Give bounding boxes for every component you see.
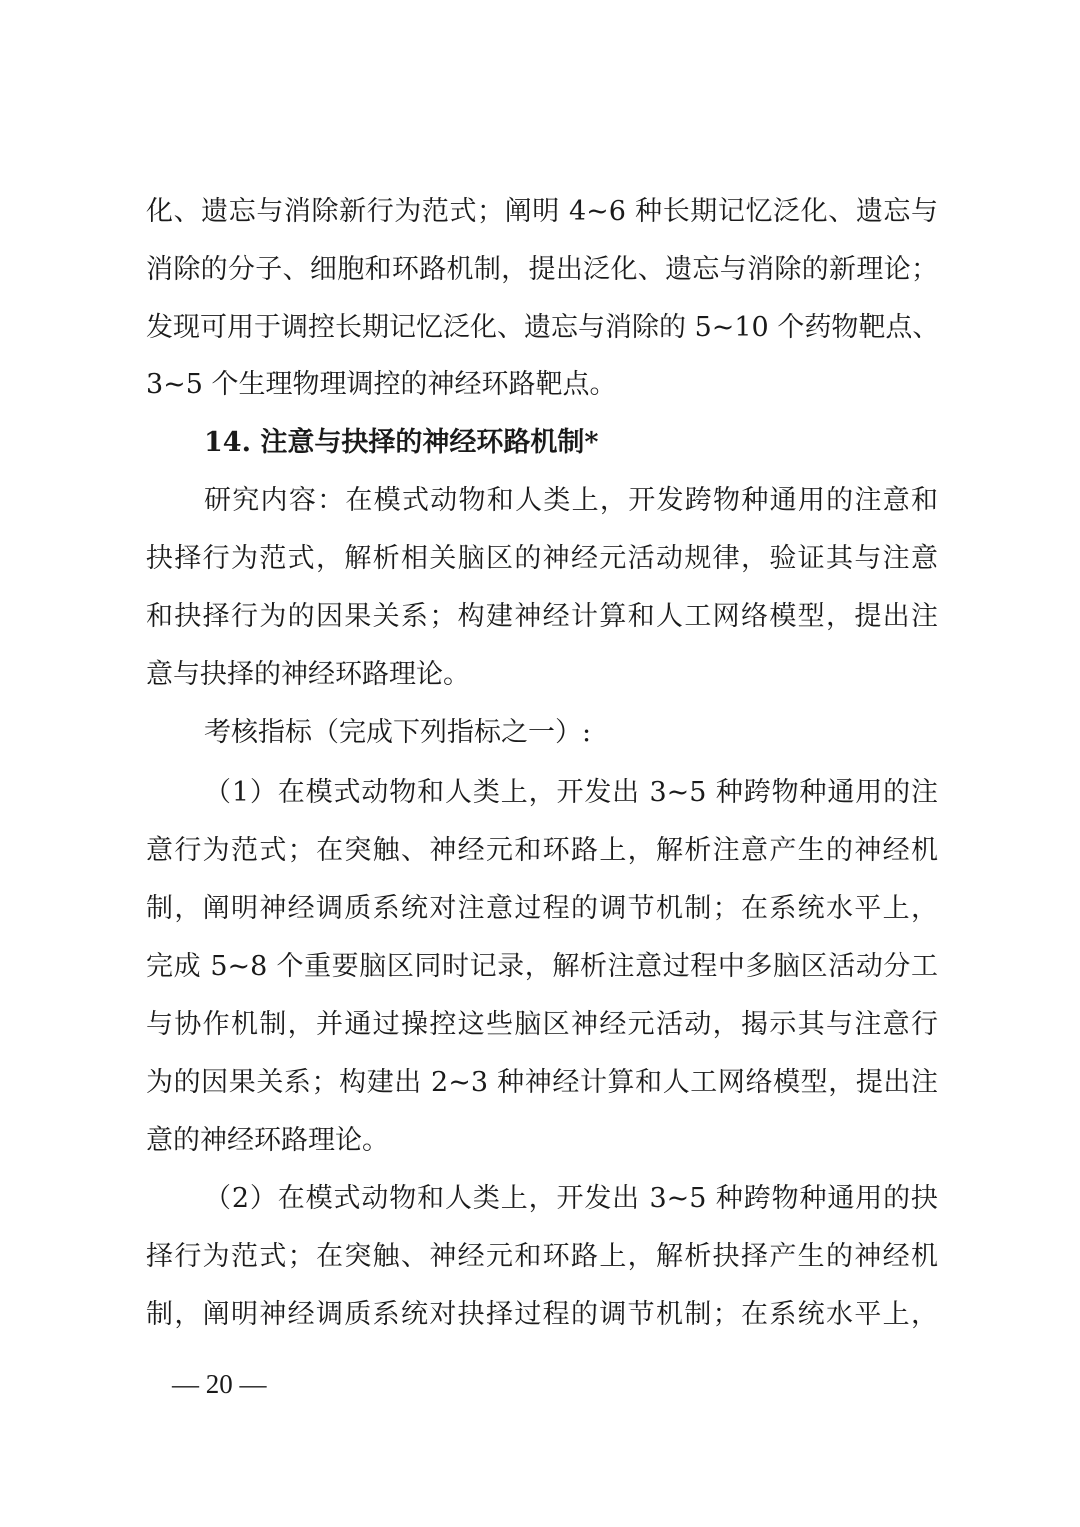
paragraph-line: 消除的分子、细胞和环路机制，提出泛化、遗忘与消除的新理论；	[146, 254, 938, 285]
page-number: — 20 —	[172, 1369, 267, 1399]
section-heading: 14. 注意与抉择的神经环路机制*	[204, 427, 599, 458]
paragraph-line: 和抉择行为的因果关系；构建神经计算和人工网络模型，提出注	[146, 601, 938, 632]
paragraph-line: 为的因果关系；构建出 2~3 种神经计算和人工网络模型，提出注	[146, 1067, 938, 1098]
paragraph-line: 3~5 个生理物理调控的神经环路靶点。	[146, 369, 617, 400]
paragraph-line: 化、遗忘与消除新行为范式；阐明 4~6 种长期记忆泛化、遗忘与	[146, 196, 938, 227]
paragraph-line: 研究内容：在模式动物和人类上，开发跨物种通用的注意和	[204, 485, 938, 516]
paragraph-line: 考核指标（完成下列指标之一）:	[204, 717, 592, 748]
paragraph-line: 抉择行为范式，解析相关脑区的神经元活动规律，验证其与注意	[146, 543, 938, 574]
paragraph-line: （2）在模式动物和人类上，开发出 3~5 种跨物种通用的抉	[204, 1183, 938, 1214]
paragraph-line: （1）在模式动物和人类上，开发出 3~5 种跨物种通用的注	[204, 777, 938, 808]
paragraph-line: 完成 5~8 个重要脑区同时记录，解析注意过程中多脑区活动分工	[146, 951, 938, 982]
paragraph-line: 制，阐明神经调质系统对注意过程的调节机制；在系统水平上，	[146, 893, 938, 924]
paragraph-line: 意与抉择的神经环路理论。	[146, 659, 470, 690]
paragraph-line: 择行为范式；在突触、神经元和环路上，解析抉择产生的神经机	[146, 1241, 938, 1272]
paragraph-line: 制，阐明神经调质系统对抉择过程的调节机制；在系统水平上，	[146, 1299, 938, 1330]
paragraph-line: 意的神经环路理论。	[146, 1125, 389, 1156]
paragraph-line: 发现可用于调控长期记忆泛化、遗忘与消除的 5~10 个药物靶点、	[146, 312, 940, 343]
paragraph-line: 与协作机制，并通过操控这些脑区神经元活动，揭示其与注意行	[146, 1009, 938, 1040]
paragraph-line: 意行为范式；在突触、神经元和环路上，解析注意产生的神经机	[146, 835, 938, 866]
